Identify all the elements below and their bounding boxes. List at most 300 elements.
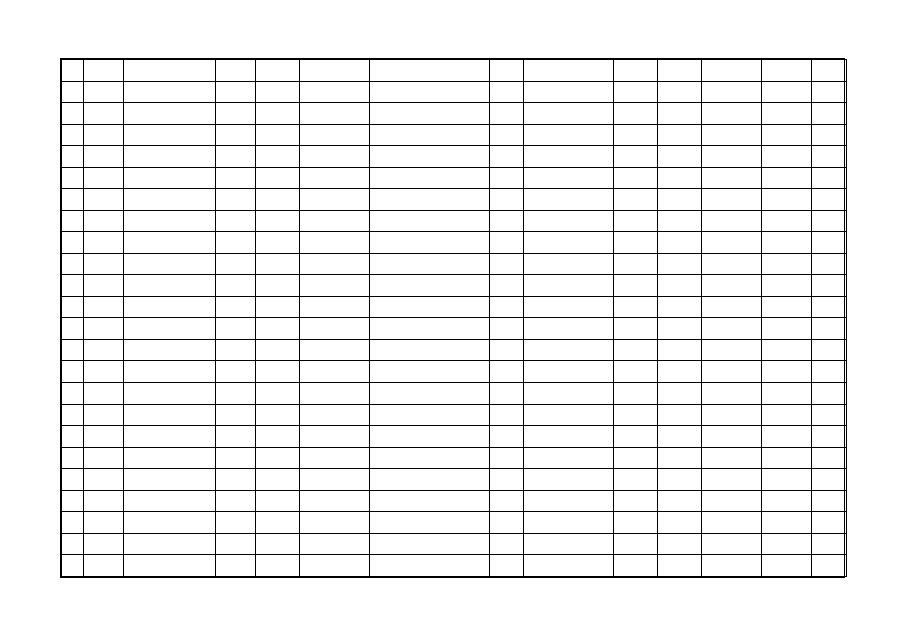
table-cell [658, 232, 702, 254]
table-cell [256, 361, 300, 383]
table-cell [370, 210, 490, 232]
table-cell [702, 382, 762, 404]
table-cell [124, 60, 216, 82]
table-cell [216, 210, 256, 232]
table-cell [702, 232, 762, 254]
table-cell [62, 167, 84, 189]
table-cell [124, 275, 216, 297]
table-cell [614, 60, 658, 82]
table-cell [84, 167, 124, 189]
table-cell [762, 361, 812, 383]
table-cell [370, 512, 490, 534]
table-cell [658, 318, 702, 340]
table-cell [762, 512, 812, 534]
table-row [62, 253, 847, 275]
table-cell [762, 253, 812, 275]
table-cell [762, 404, 812, 426]
table-cell [812, 426, 847, 448]
table-cell [300, 253, 370, 275]
table-cell [300, 60, 370, 82]
table-cell [370, 103, 490, 125]
table-row [62, 469, 847, 491]
table-cell [702, 490, 762, 512]
table-cell [524, 146, 614, 168]
table-cell [702, 167, 762, 189]
table-cell [702, 512, 762, 534]
table-row [62, 490, 847, 512]
table-cell [812, 81, 847, 103]
table-cell [524, 404, 614, 426]
table-cell [658, 361, 702, 383]
table-cell [614, 210, 658, 232]
table-row [62, 426, 847, 448]
table-cell [300, 210, 370, 232]
table-cell [702, 318, 762, 340]
table-cell [614, 167, 658, 189]
table-cell [84, 469, 124, 491]
table-row [62, 318, 847, 340]
table-cell [124, 490, 216, 512]
table-cell [762, 232, 812, 254]
registry-document [60, 58, 845, 578]
table-cell [524, 232, 614, 254]
table-row [62, 404, 847, 426]
table-cell [84, 382, 124, 404]
table-cell [812, 533, 847, 555]
table-cell [524, 210, 614, 232]
table-cell [256, 339, 300, 361]
table-cell [216, 469, 256, 491]
table-cell [762, 275, 812, 297]
table-cell [62, 404, 84, 426]
table-cell [524, 555, 614, 577]
table-cell [62, 318, 84, 340]
table-cell [300, 361, 370, 383]
table-cell [658, 103, 702, 125]
table-cell [762, 124, 812, 146]
table-cell [124, 469, 216, 491]
table-cell [216, 275, 256, 297]
table-cell [216, 296, 256, 318]
table-cell [370, 318, 490, 340]
table-cell [524, 124, 614, 146]
table-cell [614, 103, 658, 125]
table-cell [490, 189, 524, 211]
registry-table-body [62, 60, 847, 577]
table-cell [490, 404, 524, 426]
table-cell [702, 339, 762, 361]
table-cell [370, 469, 490, 491]
table-cell [812, 146, 847, 168]
table-row [62, 103, 847, 125]
table-cell [702, 60, 762, 82]
table-cell [256, 124, 300, 146]
table-cell [658, 490, 702, 512]
table-cell [812, 296, 847, 318]
table-cell [62, 426, 84, 448]
table-cell [84, 404, 124, 426]
table-cell [370, 60, 490, 82]
table-row [62, 167, 847, 189]
table-row [62, 124, 847, 146]
table-cell [62, 124, 84, 146]
table-cell [84, 318, 124, 340]
table-cell [256, 469, 300, 491]
table-cell [614, 253, 658, 275]
table-cell [124, 124, 216, 146]
table-cell [84, 296, 124, 318]
table-cell [812, 404, 847, 426]
table-cell [256, 232, 300, 254]
table-cell [216, 404, 256, 426]
table-cell [614, 426, 658, 448]
table-cell [614, 339, 658, 361]
table-row [62, 361, 847, 383]
table-cell [812, 189, 847, 211]
table-cell [84, 60, 124, 82]
table-cell [490, 555, 524, 577]
table-cell [62, 189, 84, 211]
table-cell [124, 253, 216, 275]
table-cell [614, 512, 658, 534]
table-cell [256, 404, 300, 426]
table-cell [762, 339, 812, 361]
table-cell [124, 167, 216, 189]
table-cell [62, 339, 84, 361]
table-cell [300, 404, 370, 426]
table-cell [702, 426, 762, 448]
table-cell [84, 232, 124, 254]
table-cell [658, 469, 702, 491]
registry-table [61, 59, 847, 577]
table-cell [658, 189, 702, 211]
table-cell [300, 296, 370, 318]
table-cell [300, 555, 370, 577]
table-cell [702, 210, 762, 232]
table-cell [216, 146, 256, 168]
table-cell [124, 512, 216, 534]
table-cell [490, 232, 524, 254]
table-cell [124, 533, 216, 555]
table-row [62, 60, 847, 82]
table-cell [370, 253, 490, 275]
table-cell [762, 189, 812, 211]
table-cell [702, 533, 762, 555]
table-cell [256, 275, 300, 297]
table-cell [490, 382, 524, 404]
table-cell [62, 253, 84, 275]
table-cell [702, 81, 762, 103]
table-cell [300, 124, 370, 146]
table-cell [216, 447, 256, 469]
table-cell [370, 404, 490, 426]
table-cell [762, 318, 812, 340]
table-cell [658, 253, 702, 275]
table-cell [256, 189, 300, 211]
table-cell [812, 232, 847, 254]
table-cell [658, 210, 702, 232]
table-cell [300, 167, 370, 189]
table-cell [300, 339, 370, 361]
table-cell [812, 124, 847, 146]
table-cell [124, 189, 216, 211]
table-cell [256, 253, 300, 275]
table-cell [62, 555, 84, 577]
table-cell [490, 533, 524, 555]
table-cell [812, 318, 847, 340]
table-cell [524, 382, 614, 404]
table-row [62, 512, 847, 534]
table-cell [84, 146, 124, 168]
table-cell [124, 447, 216, 469]
table-cell [62, 533, 84, 555]
table-cell [490, 361, 524, 383]
table-cell [256, 382, 300, 404]
table-cell [300, 103, 370, 125]
table-cell [84, 490, 124, 512]
table-cell [490, 167, 524, 189]
table-cell [658, 447, 702, 469]
table-cell [84, 210, 124, 232]
table-cell [216, 124, 256, 146]
table-cell [658, 275, 702, 297]
table-cell [84, 124, 124, 146]
table-cell [702, 296, 762, 318]
table-cell [84, 339, 124, 361]
table-cell [256, 210, 300, 232]
table-cell [812, 103, 847, 125]
table-cell [62, 81, 84, 103]
table-cell [216, 555, 256, 577]
table-cell [614, 318, 658, 340]
table-cell [300, 318, 370, 340]
table-cell [216, 60, 256, 82]
table-cell [300, 382, 370, 404]
table-cell [216, 81, 256, 103]
table-cell [702, 146, 762, 168]
table-cell [762, 426, 812, 448]
table-cell [614, 382, 658, 404]
table-cell [370, 189, 490, 211]
table-cell [124, 232, 216, 254]
table-cell [256, 60, 300, 82]
table-cell [300, 189, 370, 211]
table-row [62, 555, 847, 577]
table-cell [300, 512, 370, 534]
table-cell [524, 361, 614, 383]
table-cell [84, 103, 124, 125]
table-cell [614, 555, 658, 577]
table-cell [256, 167, 300, 189]
table-cell [524, 189, 614, 211]
table-row [62, 232, 847, 254]
table-cell [490, 447, 524, 469]
table-cell [124, 361, 216, 383]
table-cell [762, 81, 812, 103]
table-cell [124, 296, 216, 318]
table-cell [812, 60, 847, 82]
table-cell [124, 146, 216, 168]
table-cell [524, 103, 614, 125]
table-cell [658, 339, 702, 361]
table-cell [62, 361, 84, 383]
table-cell [762, 167, 812, 189]
table-cell [658, 426, 702, 448]
table-cell [524, 469, 614, 491]
table-cell [658, 124, 702, 146]
table-cell [524, 533, 614, 555]
table-cell [762, 382, 812, 404]
table-cell [370, 382, 490, 404]
table-cell [490, 124, 524, 146]
table-cell [370, 447, 490, 469]
table-cell [84, 361, 124, 383]
table-cell [216, 382, 256, 404]
table-cell [614, 189, 658, 211]
table-row [62, 189, 847, 211]
table-cell [370, 232, 490, 254]
table-cell [370, 426, 490, 448]
table-cell [300, 275, 370, 297]
table-cell [658, 382, 702, 404]
table-cell [300, 447, 370, 469]
table-cell [490, 318, 524, 340]
table-cell [62, 447, 84, 469]
table-cell [300, 490, 370, 512]
table-cell [614, 490, 658, 512]
table-cell [762, 447, 812, 469]
table-cell [370, 275, 490, 297]
table-cell [762, 60, 812, 82]
table-cell [614, 124, 658, 146]
table-cell [84, 253, 124, 275]
table-row [62, 146, 847, 168]
table-row [62, 275, 847, 297]
table-cell [216, 361, 256, 383]
table-cell [490, 512, 524, 534]
table-cell [62, 232, 84, 254]
table-cell [812, 275, 847, 297]
table-cell [256, 490, 300, 512]
table-cell [762, 533, 812, 555]
table-cell [370, 146, 490, 168]
table-cell [370, 339, 490, 361]
table-cell [256, 533, 300, 555]
table-cell [84, 447, 124, 469]
table-cell [300, 81, 370, 103]
table-cell [300, 146, 370, 168]
table-cell [490, 81, 524, 103]
table-cell [490, 60, 524, 82]
table-cell [216, 490, 256, 512]
table-cell [658, 146, 702, 168]
table-cell [658, 81, 702, 103]
table-cell [124, 210, 216, 232]
table-cell [370, 533, 490, 555]
table-cell [490, 490, 524, 512]
table-cell [62, 382, 84, 404]
table-cell [490, 103, 524, 125]
table-cell [490, 275, 524, 297]
table-cell [524, 167, 614, 189]
table-cell [524, 81, 614, 103]
table-cell [370, 167, 490, 189]
table-cell [370, 490, 490, 512]
table-cell [490, 339, 524, 361]
table-cell [702, 124, 762, 146]
table-cell [762, 103, 812, 125]
table-cell [216, 426, 256, 448]
table-cell [84, 426, 124, 448]
table-cell [216, 232, 256, 254]
table-cell [614, 81, 658, 103]
table-cell [256, 81, 300, 103]
table-cell [762, 469, 812, 491]
table-cell [524, 318, 614, 340]
table-cell [812, 339, 847, 361]
table-cell [124, 404, 216, 426]
table-cell [614, 146, 658, 168]
table-cell [256, 296, 300, 318]
table-cell [256, 426, 300, 448]
table-cell [524, 296, 614, 318]
table-cell [124, 555, 216, 577]
table-cell [216, 253, 256, 275]
table-cell [256, 555, 300, 577]
table-cell [62, 512, 84, 534]
table-cell [812, 447, 847, 469]
table-cell [256, 512, 300, 534]
table-cell [614, 275, 658, 297]
table-cell [84, 555, 124, 577]
table-cell [124, 81, 216, 103]
table-cell [702, 189, 762, 211]
table-cell [216, 339, 256, 361]
table-cell [216, 318, 256, 340]
table-cell [702, 404, 762, 426]
table-cell [702, 253, 762, 275]
table-cell [524, 339, 614, 361]
table-row [62, 81, 847, 103]
table-cell [658, 512, 702, 534]
table-cell [524, 426, 614, 448]
table-cell [62, 146, 84, 168]
table-cell [256, 318, 300, 340]
table-cell [216, 512, 256, 534]
table-cell [370, 81, 490, 103]
table-cell [256, 447, 300, 469]
table-cell [614, 404, 658, 426]
table-cell [658, 555, 702, 577]
table-cell [490, 296, 524, 318]
table-cell [658, 404, 702, 426]
table-cell [216, 103, 256, 125]
table-cell [702, 469, 762, 491]
table-cell [216, 189, 256, 211]
table-cell [762, 210, 812, 232]
table-cell [84, 81, 124, 103]
table-cell [62, 490, 84, 512]
table-cell [658, 296, 702, 318]
table-cell [256, 146, 300, 168]
table-cell [300, 533, 370, 555]
table-cell [62, 60, 84, 82]
table-row [62, 210, 847, 232]
table-row [62, 339, 847, 361]
table-cell [524, 60, 614, 82]
table-cell [812, 555, 847, 577]
table-cell [370, 361, 490, 383]
